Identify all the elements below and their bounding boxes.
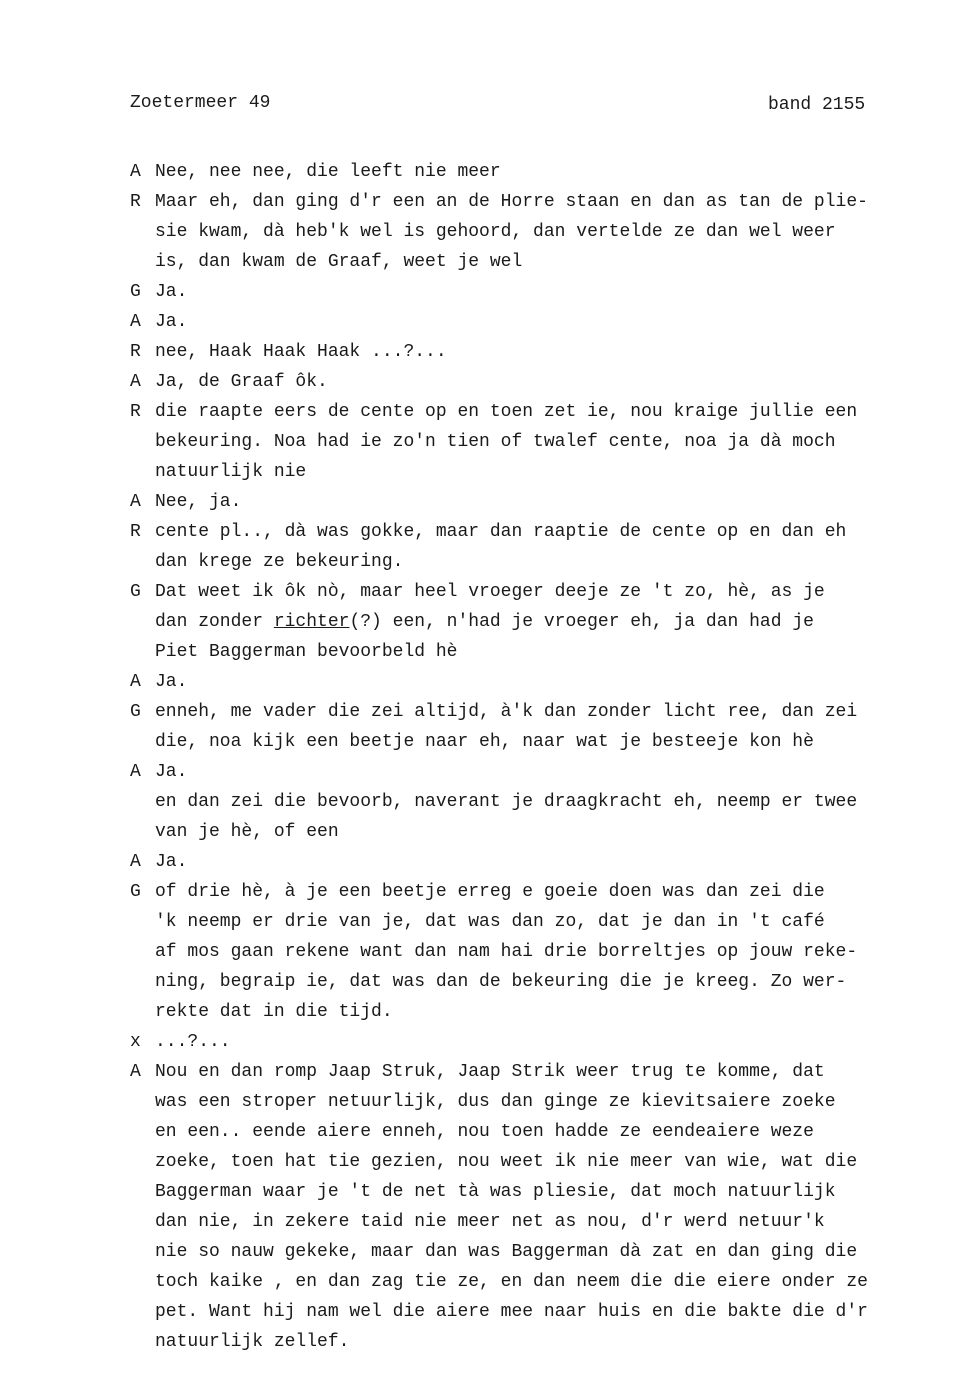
- utterance-segment: Ja.: [155, 762, 188, 782]
- utterance-text: [155, 1207, 825, 1237]
- utterance-segment: enneh, me vader die zei altijd, à'k dan zonder licht ree, dan zei: [155, 702, 858, 722]
- utterance-text: [155, 397, 857, 427]
- speaker-label: R: [130, 342, 141, 362]
- utterance-text: [155, 187, 868, 217]
- transcript-line: [130, 1147, 970, 1177]
- speaker-label: A: [130, 372, 141, 392]
- utterance-segment: die, noa kijk een beetje naar eh, naar wat je besteeje kon hè: [155, 732, 814, 752]
- transcript-line: [130, 217, 970, 247]
- transcript-line: [130, 997, 970, 1027]
- utterance-segment: en dan zei die bevoorb, naverant je draagkracht eh, neemp er twee: [155, 792, 858, 812]
- speaker-label: A: [130, 672, 141, 692]
- transcript-line: [130, 1207, 970, 1237]
- utterance-text: [155, 367, 328, 397]
- utterance-segment: Ja.: [155, 312, 188, 332]
- speaker-label: R: [130, 192, 141, 212]
- utterance-text: [155, 667, 187, 697]
- utterance-text: [155, 517, 846, 547]
- speaker-label: A: [130, 492, 141, 512]
- utterance-text: [155, 877, 825, 907]
- location-header: Zoetermeer 49: [130, 93, 271, 113]
- utterance-segment: ning, begraip ie, dat was dan de bekeuring die je kreeg. Zo wer-: [155, 972, 847, 992]
- transcript-line: [130, 277, 970, 307]
- transcript-line: [130, 1297, 970, 1327]
- transcript-line: [130, 1057, 970, 1087]
- utterance-segment: pet. Want hij nam wel die aiere mee naar huis en die bakte die d'r: [155, 1302, 868, 1322]
- transcript-line: [130, 1177, 970, 1207]
- transcript-line: [130, 487, 970, 517]
- speaker-label: x: [130, 1032, 141, 1052]
- utterance-segment: is, dan kwam de Graaf, weet je wel: [155, 252, 523, 272]
- transcript-line: [130, 457, 970, 487]
- utterance-text: [155, 1267, 868, 1297]
- speaker-label: G: [130, 282, 141, 302]
- utterance-segment: dan nie, in zekere taid nie meer net as nou, d'r werd netuur'k: [155, 1212, 825, 1232]
- utterance-text: [155, 337, 447, 367]
- transcript-line: [130, 787, 970, 817]
- utterance-segment: Ja.: [155, 672, 188, 692]
- speaker-label: A: [130, 852, 141, 872]
- utterance-text: [155, 457, 306, 487]
- utterance-text: [155, 937, 857, 967]
- transcript-line: [130, 1267, 970, 1297]
- transcript-line: [130, 307, 970, 337]
- utterance-text: [155, 997, 393, 1027]
- transcript-line: [130, 757, 970, 787]
- utterance-text: [155, 817, 339, 847]
- utterance-segment: cente pl.., dà was gokke, maar dan raaptie de cente op en dan eh: [155, 522, 847, 542]
- utterance-segment: of drie hè, à je een beetje erreg e goeie doen was dan zei die: [155, 882, 825, 902]
- underlined-word: richter: [273, 612, 350, 632]
- utterance-segment: was een stroper netuurlijk, dus dan ginge ze kievitsaiere zoeke: [155, 1092, 836, 1112]
- utterance-segment: Piet Baggerman bevoorbeld hè: [155, 642, 458, 662]
- utterance-segment: 'k neemp er drie van je, dat was dan zo, dat je dan in 't café: [155, 912, 825, 932]
- utterance-segment: sie kwam, dà heb'k wel is gehoord, dan vertelde ze dan wel weer: [155, 222, 836, 242]
- speaker-label: A: [130, 762, 141, 782]
- utterance-text: [155, 697, 857, 727]
- utterance-text: [155, 1087, 836, 1117]
- utterance-text: [155, 577, 825, 607]
- utterance-segment: (?) een, n'had je vroeger eh, ja dan had je: [349, 612, 814, 632]
- utterance-segment: Maar eh, dan ging d'r een an de Horre staan en dan as tan de plie-: [155, 192, 868, 212]
- speaker-label: A: [130, 162, 141, 182]
- utterance-segment: Ja, de Graaf ôk.: [155, 372, 328, 392]
- transcript-line: [130, 157, 970, 187]
- utterance-text: [155, 1057, 825, 1087]
- utterance-segment: Ja.: [155, 852, 188, 872]
- speaker-label: G: [130, 582, 141, 602]
- utterance-segment: ...?...: [155, 1032, 231, 1052]
- utterance-text: [155, 157, 501, 187]
- utterance-segment: natuurlijk zellef.: [155, 1332, 350, 1352]
- utterance-segment: Nee, nee nee, die leeft nie meer: [155, 162, 501, 182]
- utterance-segment: bekeuring. Noa had ie zo'n tien of twalef cente, noa ja dà moch: [155, 432, 836, 452]
- utterance-text: [155, 907, 825, 937]
- utterance-segment: en een.. eende aiere enneh, nou toen hadde ze eendeaiere weze: [155, 1122, 814, 1142]
- utterance-segment: Baggerman waar je 't de net tà was pliesie, dat moch natuurlijk: [155, 1182, 836, 1202]
- utterance-segment: van je hè, of een: [155, 822, 339, 842]
- transcript-line: [130, 727, 970, 757]
- transcript-line: [130, 607, 970, 637]
- utterance-text: [155, 1327, 349, 1357]
- transcript-line: [130, 247, 970, 277]
- utterance-text: [155, 547, 403, 577]
- transcript-line: [130, 547, 970, 577]
- utterance-segment: dan krege ze bekeuring.: [155, 552, 404, 572]
- utterance-text: [155, 427, 836, 457]
- utterance-segment: die raapte eers de cente op en toen zet ie, nou kraige jullie een: [155, 402, 858, 422]
- speaker-label: A: [130, 312, 141, 332]
- transcript-line: [130, 367, 970, 397]
- tape-number-header: band 2155: [768, 95, 866, 115]
- transcript-line: [130, 907, 970, 937]
- transcript-line: [130, 667, 970, 697]
- speaker-label: R: [130, 522, 141, 542]
- transcript-line: [130, 847, 970, 877]
- utterance-segment: nee, Haak Haak Haak ...?...: [155, 342, 447, 362]
- transcript-line: [130, 877, 970, 907]
- utterance-segment: Dat weet ik ôk nò, maar heel vroeger deeje ze 't zo, hè, as je: [155, 582, 825, 602]
- utterance-text: [155, 757, 187, 787]
- utterance-segment: af mos gaan rekene want dan nam hai drie borreltjes op jouw reke-: [155, 942, 858, 962]
- transcript-line: [130, 1237, 970, 1267]
- transcript-line: [130, 937, 970, 967]
- utterance-text: [155, 1147, 857, 1177]
- utterance-text: [155, 607, 814, 637]
- utterance-segment: Ja.: [155, 282, 188, 302]
- transcript-line: [130, 187, 970, 217]
- transcript-line: [130, 637, 970, 667]
- transcript-line: [130, 397, 970, 427]
- utterance-text: [155, 1177, 836, 1207]
- utterance-segment: dan zonder: [155, 612, 274, 632]
- utterance-text: [155, 247, 522, 277]
- utterance-text: [155, 847, 187, 877]
- utterance-text: [155, 307, 187, 337]
- transcript-line: [130, 1117, 970, 1147]
- transcript-line: [130, 577, 970, 607]
- utterance-segment: Nou en dan romp Jaap Struk, Jaap Strik weer trug te komme, dat: [155, 1062, 825, 1082]
- transcript-line: [130, 1327, 970, 1357]
- utterance-text: [155, 1027, 231, 1057]
- utterance-segment: zoeke, toen hat tie gezien, nou weet ik nie meer van wie, wat die: [155, 1152, 858, 1172]
- utterance-text: [155, 727, 814, 757]
- utterance-segment: nie so nauw gekeke, maar dan was Baggerman dà zat en dan ging die: [155, 1242, 858, 1262]
- transcript-body: [130, 157, 970, 1357]
- speaker-label: G: [130, 702, 141, 722]
- transcript-line: [130, 1087, 970, 1117]
- transcript-line: [130, 427, 970, 457]
- utterance-text: [155, 1117, 814, 1147]
- transcript-line: [130, 337, 970, 367]
- utterance-text: [155, 277, 187, 307]
- utterance-text: [155, 1297, 868, 1327]
- utterance-segment: Nee, ja.: [155, 492, 242, 512]
- transcript-line: [130, 697, 970, 727]
- speaker-label: A: [130, 1062, 141, 1082]
- utterance-text: [155, 787, 857, 817]
- transcript-line: [130, 517, 970, 547]
- speaker-label: R: [130, 402, 141, 422]
- utterance-text: [155, 217, 836, 247]
- transcript-line: [130, 967, 970, 997]
- utterance-segment: rekte dat in die tijd.: [155, 1002, 393, 1022]
- transcript-line: [130, 817, 970, 847]
- utterance-segment: natuurlijk nie: [155, 462, 307, 482]
- utterance-segment: toch kaike , en dan zag tie ze, en dan neem die die eiere onder ze: [155, 1272, 868, 1292]
- utterance-text: [155, 637, 457, 667]
- speaker-label: G: [130, 882, 141, 902]
- transcript-line: [130, 1027, 970, 1057]
- utterance-text: [155, 1237, 857, 1267]
- utterance-text: [155, 967, 846, 997]
- utterance-text: [155, 487, 241, 517]
